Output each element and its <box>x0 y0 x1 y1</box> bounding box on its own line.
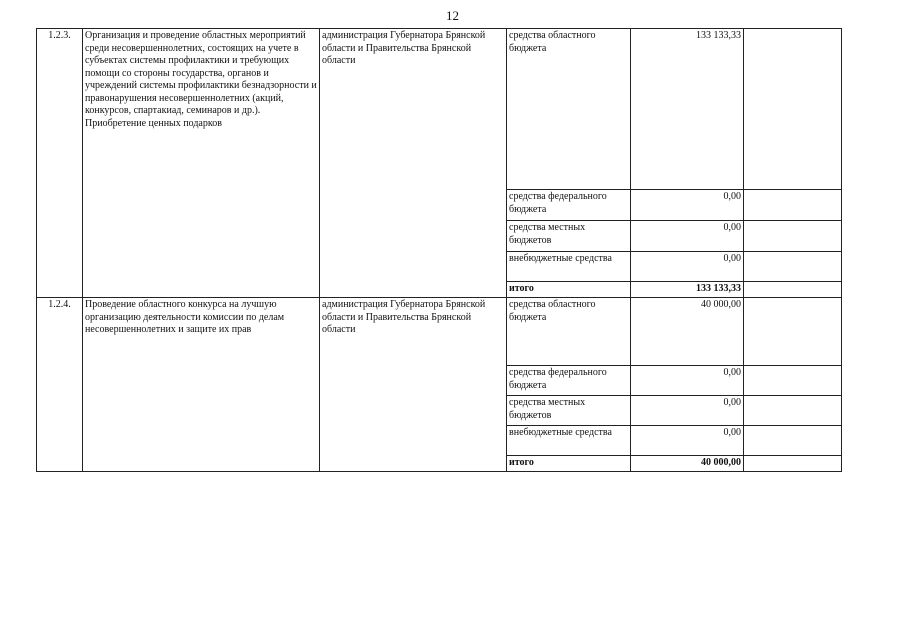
funding-source: внебюджетные средства <box>507 252 631 282</box>
empty-cell <box>744 221 842 252</box>
funding-source: внебюджетные средства <box>507 426 631 456</box>
funding-source: средства областного бюджета <box>507 298 631 366</box>
total-amount: 133 133,33 <box>631 282 744 298</box>
empty-cell <box>744 252 842 282</box>
empty-cell <box>744 29 842 190</box>
funding-source: средства федерального бюджета <box>507 190 631 221</box>
funding-source: средства федерального бюджета <box>507 366 631 396</box>
funding-source: средства областного бюджета <box>507 29 631 190</box>
budget-table <box>36 28 842 472</box>
funding-amount: 40 000,00 <box>631 298 744 366</box>
item-number: 1.2.4. <box>37 298 83 472</box>
total-amount: 40 000,00 <box>631 456 744 472</box>
funding-amount: 133 133,33 <box>631 29 744 190</box>
total-label: итого <box>507 282 631 298</box>
table-row <box>37 298 842 366</box>
funding-amount: 0,00 <box>631 252 744 282</box>
funding-amount: 0,00 <box>631 190 744 221</box>
empty-cell <box>744 298 842 366</box>
funding-source: средства местных бюджетов <box>507 396 631 426</box>
funding-source: средства местных бюджетов <box>507 221 631 252</box>
funding-amount: 0,00 <box>631 396 744 426</box>
empty-cell <box>744 396 842 426</box>
executor: администрация Губернатора Брянской области и Правительства Брянской области <box>320 298 507 472</box>
activity-description: Проведение областного конкурса на лучшую организацию деятельности комиссии по делам несовершеннолетних и защите их прав <box>83 298 320 472</box>
funding-amount: 0,00 <box>631 366 744 396</box>
empty-cell <box>744 282 842 298</box>
empty-cell <box>744 426 842 456</box>
funding-amount: 0,00 <box>631 426 744 456</box>
item-number: 1.2.3. <box>37 29 83 298</box>
page-number: 12 <box>446 8 459 23</box>
total-label: итого <box>507 456 631 472</box>
funding-amount: 0,00 <box>631 221 744 252</box>
table-row <box>37 29 842 190</box>
executor: администрация Губернатора Брянской области и Правительства Брянской области <box>320 29 507 298</box>
activity-description: Организация и проведение областных мероприятий среди несовершеннолетних, состоящих на учете в субъектах системы профилактики и требующих помощи со стороны государства, органов и учреждений системы профилактики безнадзорности и правонарушения несовершеннолетних (акций, конкурсов, спартакиад, семинаров и др.). Приобретение ценных подарков <box>83 29 320 298</box>
empty-cell <box>744 456 842 472</box>
empty-cell <box>744 190 842 221</box>
empty-cell <box>744 366 842 396</box>
